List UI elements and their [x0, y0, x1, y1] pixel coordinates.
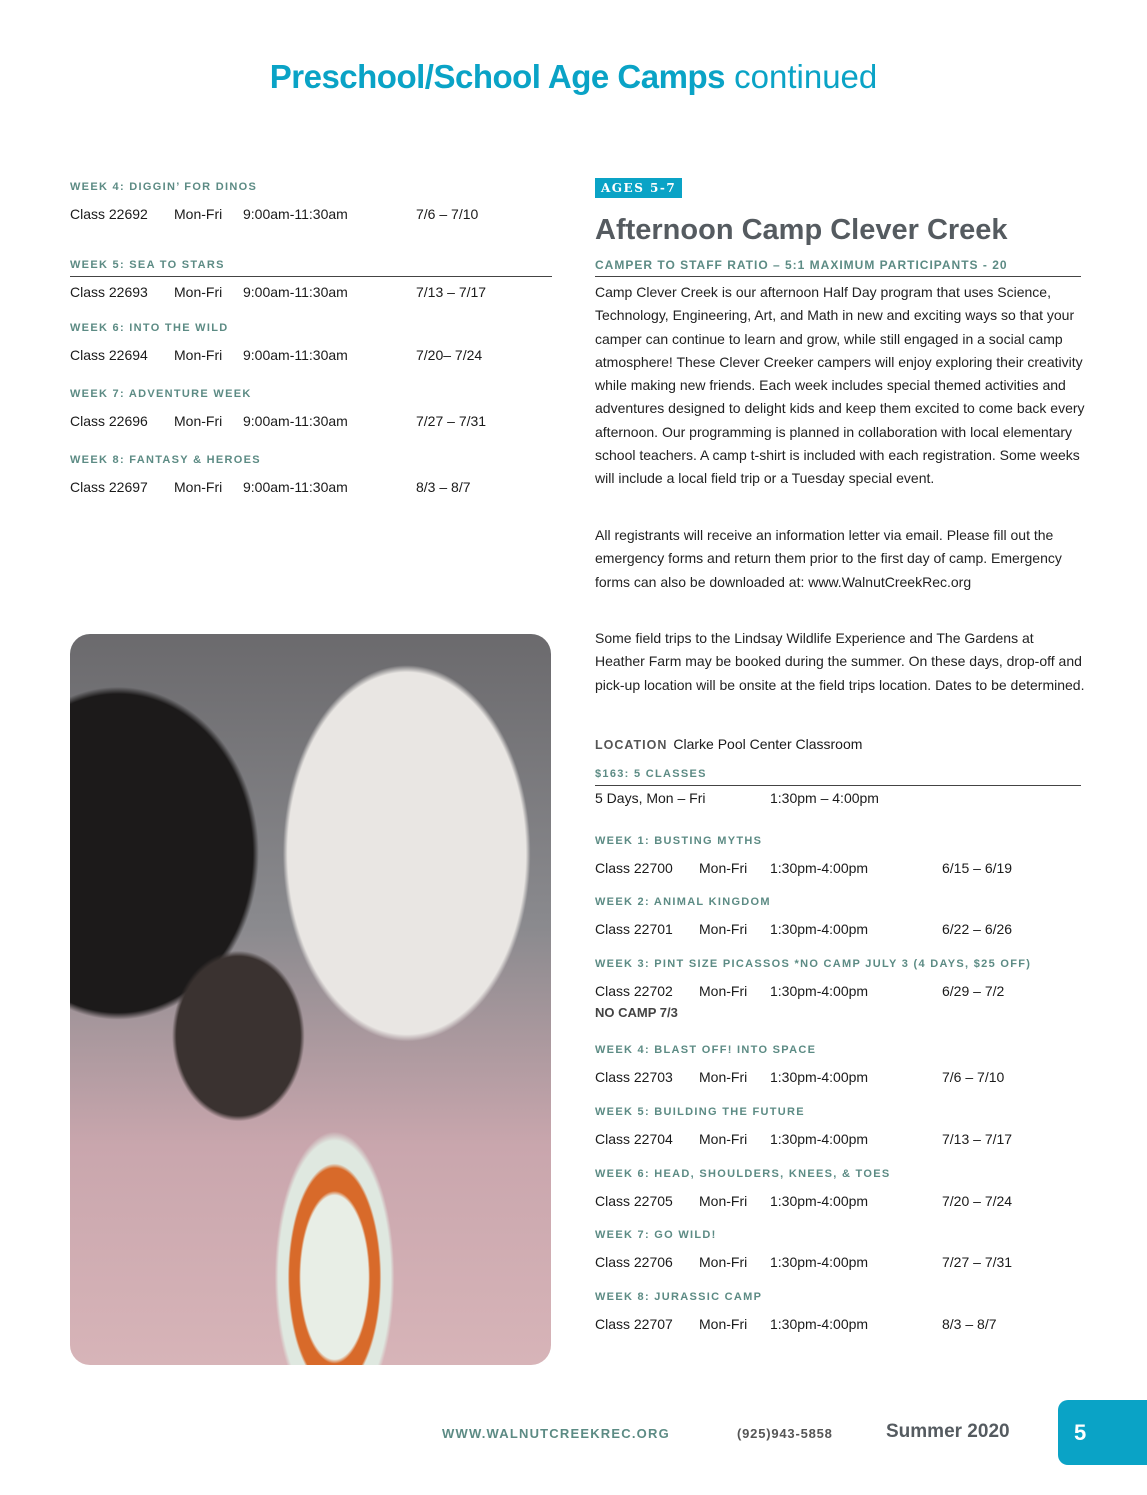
class-number: Class 22705 — [595, 1193, 673, 1209]
kids-photo — [70, 634, 551, 1365]
week-title: WEEK 2: ANIMAL KINGDOM — [595, 896, 771, 908]
class-time: 1:30pm-4:00pm — [770, 1193, 869, 1209]
page-title — [0, 58, 1147, 96]
class-number: Class 22704 — [595, 1131, 673, 1147]
class-days: Mon-Fri — [699, 1069, 748, 1085]
class-time: 1:30pm-4:00pm — [770, 860, 869, 876]
class-days: Mon-Fri — [174, 284, 223, 300]
page-number: 5 — [1074, 1420, 1087, 1445]
class-dates: 7/13 – 7/17 — [942, 1131, 1013, 1147]
class-time: 9:00am-11:30am — [243, 479, 348, 495]
class-days: Mon-Fri — [699, 1193, 748, 1209]
week-title: WEEK 4: BLAST OFF! INTO SPACE — [595, 1044, 817, 1056]
class-row[interactable] — [595, 1131, 1075, 1149]
class-row[interactable] — [70, 479, 550, 497]
week-title: WEEK 4: DIGGIN’ FOR DINOS — [70, 181, 258, 193]
class-row[interactable] — [595, 860, 1075, 878]
week-title: WEEK 8: JURASSIC CAMP — [595, 1291, 763, 1303]
class-row[interactable] — [595, 983, 1075, 1001]
class-days: Mon-Fri — [174, 413, 223, 429]
camp-description: Camp Clever Creek is our afternoon Half Day program that uses Science, Technology, Engineering, Art, and Math in new and exciting ways so that your camper can continue to learn and grow, while still engaged in a social camp atmosphere! These Clever Creeker campers will enjoy exploring their creativity while making new friends. Each week includes special themed activities and adventures designed to delight kids and keep them excited to come back every afternoon. Our programming is planned in collaboration with local elementary school teachers. A camp t-shirt is included with each registration. Some weeks will include a local field trip or a Tuesday special event. — [595, 284, 1085, 487]
class-number: Class 22702 — [595, 983, 673, 999]
camp-title: Afternoon Camp Clever Creek — [595, 214, 1008, 246]
class-time: 9:00am-11:30am — [243, 206, 348, 222]
divider — [595, 785, 1081, 786]
class-number: Class 22700 — [595, 860, 673, 876]
week-title: WEEK 1: BUSTING MYTHS — [595, 835, 763, 847]
footer-season: Summer 2020 — [886, 1421, 1010, 1442]
class-dates: 7/20 – 7/24 — [942, 1193, 1013, 1209]
location — [595, 736, 862, 752]
field-trip-info: Some field trips to the Lindsay Wildlife Experience and The Gardens at Heather Farm may be booked during the summer. On these days, drop-off and pick-up location will be onsite at the field trips location. Dates to be determined. — [595, 630, 1085, 693]
schedule-days: 5 Days, Mon – Fri — [595, 790, 706, 806]
class-days: Mon-Fri — [174, 206, 223, 222]
class-dates: 8/3 – 8/7 — [416, 479, 471, 495]
divider — [70, 276, 552, 277]
class-days: Mon-Fri — [699, 1254, 748, 1270]
class-row[interactable] — [595, 1193, 1075, 1211]
footer-phone: (925)943-5858 — [737, 1426, 833, 1441]
class-time: 1:30pm-4:00pm — [770, 1131, 869, 1147]
class-number: Class 22693 — [70, 284, 148, 300]
class-days: Mon-Fri — [699, 1131, 748, 1147]
class-days: Mon-Fri — [699, 1316, 748, 1332]
class-row[interactable] — [595, 1069, 1075, 1087]
week-title: WEEK 5: BUILDING THE FUTURE — [595, 1106, 805, 1118]
class-number: Class 22697 — [70, 479, 148, 495]
class-time: 9:00am-11:30am — [243, 413, 348, 429]
class-row[interactable] — [70, 284, 550, 302]
class-dates: 7/27 – 7/31 — [416, 413, 487, 429]
class-dates: 7/6 – 7/10 — [416, 206, 479, 222]
week-title: WEEK 7: ADVENTURE WEEK — [70, 388, 252, 400]
footer-url[interactable]: WWW.WALNUTCREEKREC.ORG — [442, 1426, 670, 1441]
location-value: Clarke Pool Center Classroom — [673, 736, 863, 752]
class-dates: 6/15 – 6/19 — [942, 860, 1013, 876]
class-dates: 7/13 – 7/17 — [416, 284, 487, 300]
class-row[interactable] — [595, 1316, 1075, 1334]
class-time: 1:30pm-4:00pm — [770, 1254, 869, 1270]
class-days: Mon-Fri — [699, 921, 748, 937]
class-dates: 6/22 – 6/26 — [942, 921, 1013, 937]
class-days: Mon-Fri — [699, 983, 748, 999]
class-time: 9:00am-11:30am — [243, 284, 348, 300]
class-days: Mon-Fri — [174, 479, 223, 495]
class-row[interactable] — [70, 206, 550, 224]
class-days: Mon-Fri — [699, 860, 748, 876]
class-dates: 7/6 – 7/10 — [942, 1069, 1005, 1085]
week-title: WEEK 7: GO WILD! — [595, 1229, 717, 1241]
class-days: Mon-Fri — [174, 347, 223, 363]
page-number-tab — [1058, 1400, 1147, 1465]
class-number: Class 22701 — [595, 921, 673, 937]
class-note: NO CAMP 7/3 — [595, 1005, 678, 1020]
class-time: 1:30pm-4:00pm — [770, 983, 869, 999]
location-label: LOCATION — [595, 738, 668, 752]
class-number: Class 22706 — [595, 1254, 673, 1270]
class-row[interactable] — [595, 921, 1075, 939]
class-row[interactable] — [70, 347, 550, 365]
class-number: Class 22692 — [70, 206, 148, 222]
class-time: 9:00am-11:30am — [243, 347, 348, 363]
schedule-time: 1:30pm – 4:00pm — [770, 790, 879, 806]
class-dates: 8/3 – 8/7 — [942, 1316, 997, 1332]
week-title: WEEK 5: SEA TO STARS — [70, 259, 225, 271]
registration-info: All registrants will receive an information letter via email. Please fill out the emergency forms and return them prior to the first day of camp. Emergency forms can also be downloaded at: www.WalnutCreekRec.org — [595, 527, 1062, 590]
week-title: WEEK 6: INTO THE WILD — [70, 322, 229, 334]
week-title: WEEK 6: HEAD, SHOULDERS, KNEES, & TOES — [595, 1168, 891, 1180]
class-row[interactable] — [595, 1254, 1075, 1272]
class-dates: 7/27 – 7/31 — [942, 1254, 1013, 1270]
class-time: 1:30pm-4:00pm — [770, 1316, 869, 1332]
class-time: 1:30pm-4:00pm — [770, 1069, 869, 1085]
class-number: Class 22707 — [595, 1316, 673, 1332]
class-number: Class 22703 — [595, 1069, 673, 1085]
class-time: 1:30pm-4:00pm — [770, 921, 869, 937]
week-title: WEEK 8: FANTASY & HEROES — [70, 454, 261, 466]
camp-subtitle: CAMPER TO STAFF RATIO – 5:1 MAXIMUM PARTICIPANTS - 20 — [595, 258, 1008, 272]
divider — [595, 276, 1081, 277]
class-row[interactable] — [70, 413, 550, 431]
title-rest: continued — [734, 58, 878, 95]
class-number: Class 22696 — [70, 413, 148, 429]
ages-badge: AGES 5-7 — [595, 178, 682, 198]
week-title: WEEK 3: PINT SIZE PICASSOS *NO CAMP JULY 3 (4 DAYS, $25 OFF) — [595, 958, 1032, 970]
price: $163: 5 CLASSES — [595, 768, 707, 780]
class-dates: 6/29 – 7/2 — [942, 983, 1005, 999]
class-number: Class 22694 — [70, 347, 148, 363]
class-dates: 7/20– 7/24 — [416, 347, 483, 363]
title-bold: Preschool/School Age Camps — [269, 58, 725, 95]
